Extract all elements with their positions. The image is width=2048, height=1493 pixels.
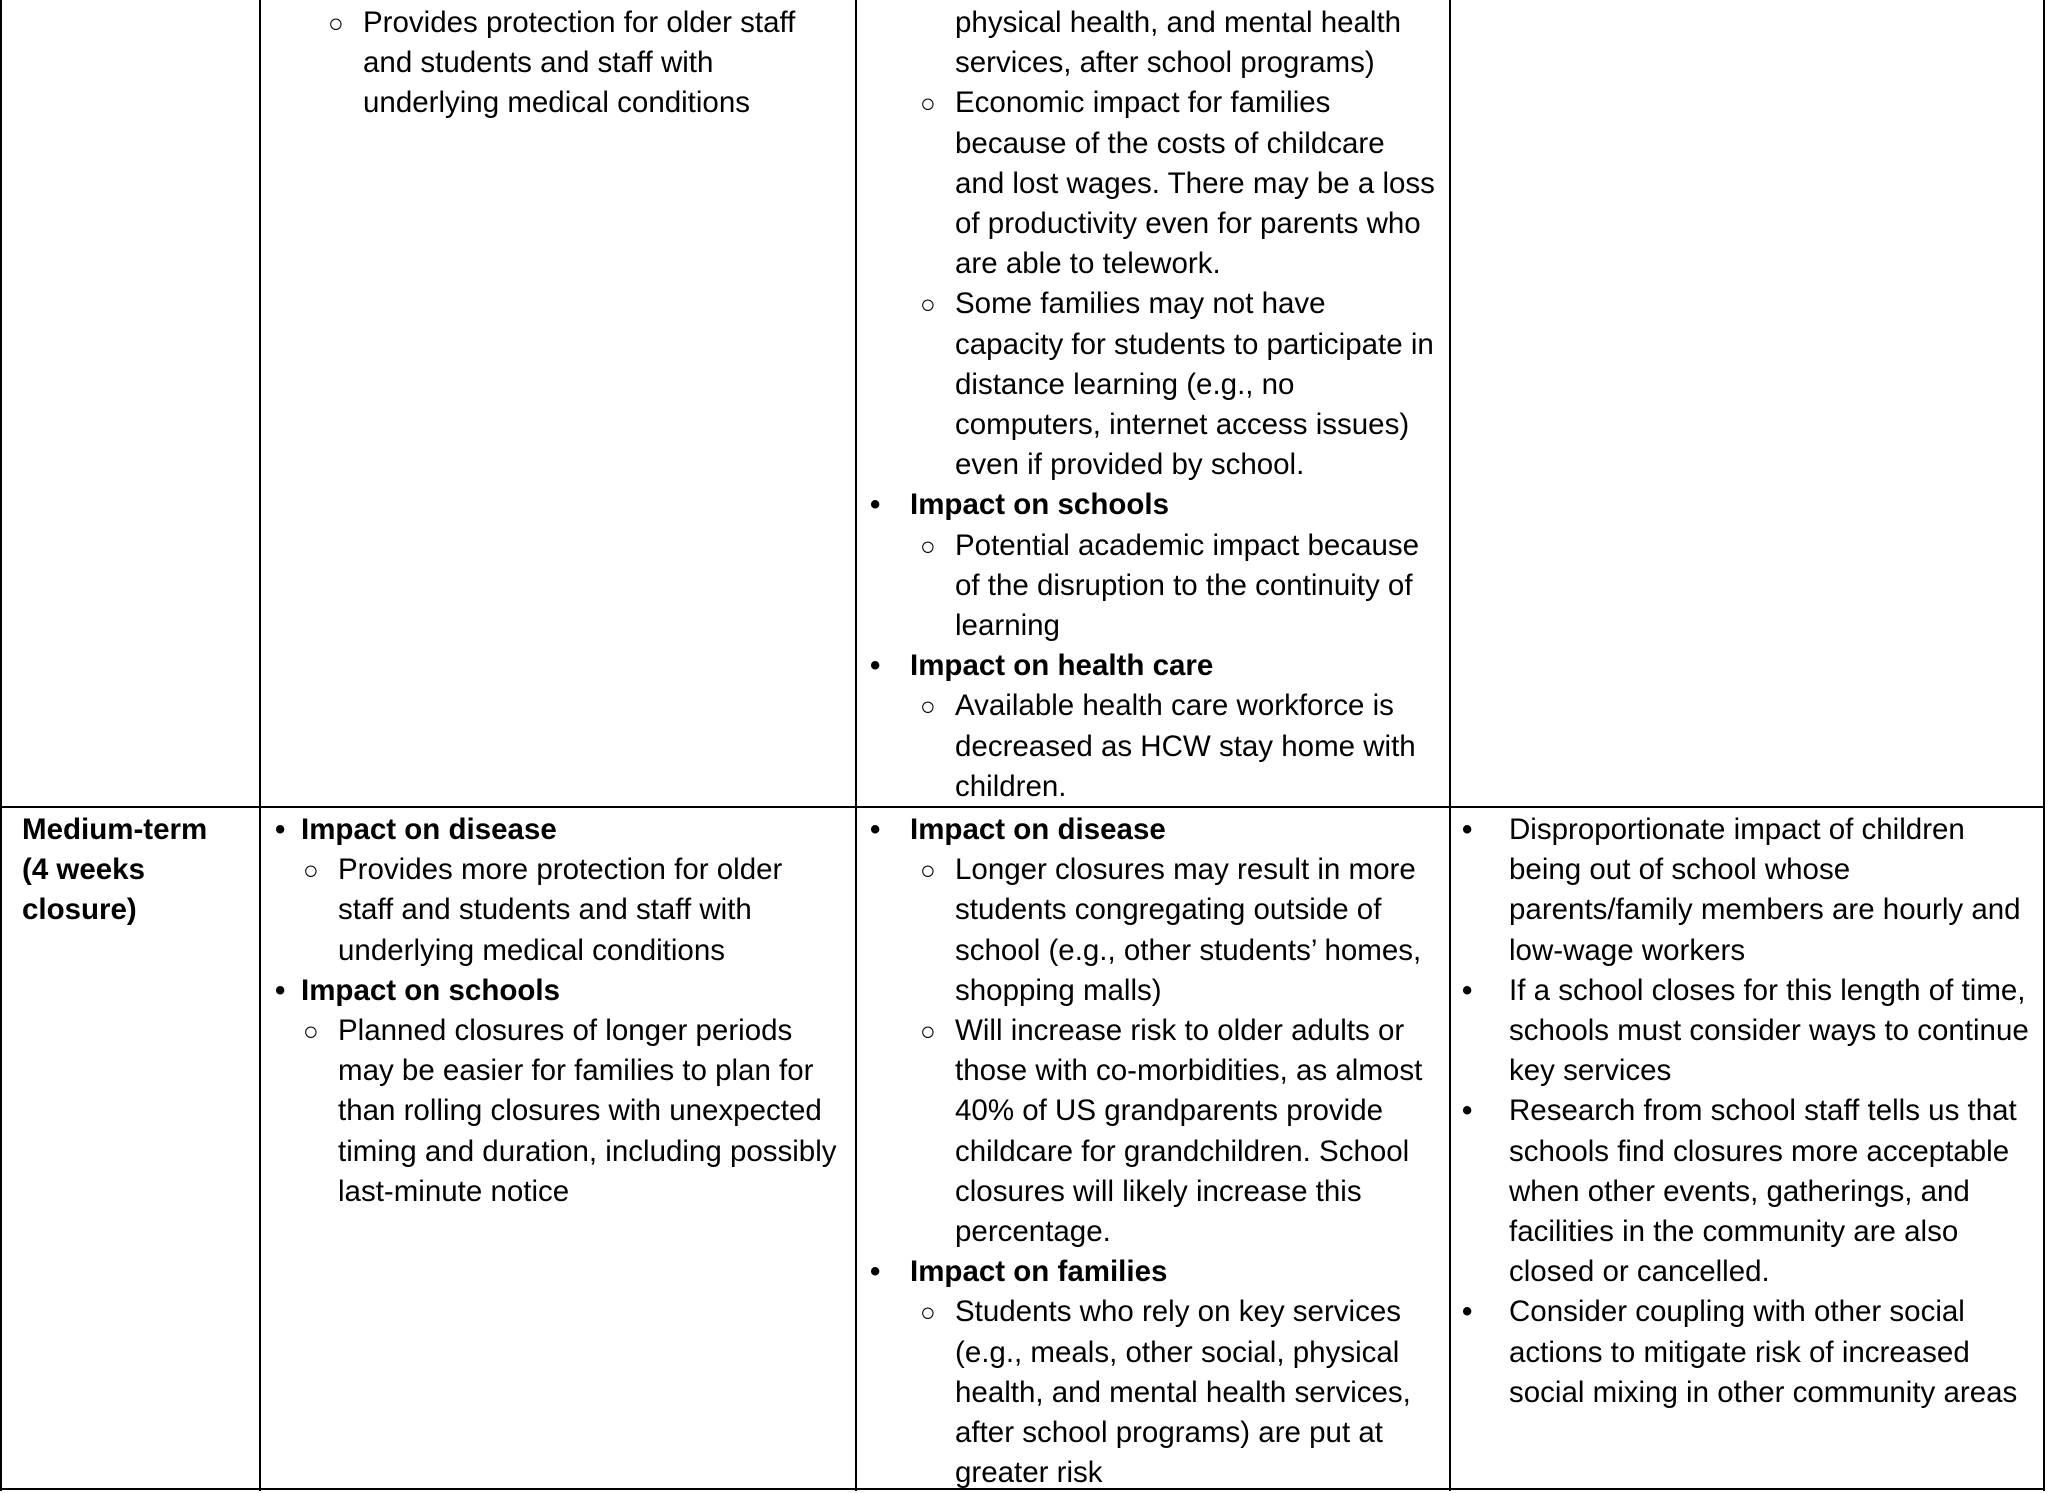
bullet-text: physical health, and mental health services, after school programs) (955, 6, 1402, 80)
sub-bullet-marker: ○ (920, 289, 936, 320)
bullet-marker: • (870, 488, 881, 522)
sub-bullet-item (870, 526, 1440, 647)
sub-bullet-item (275, 850, 845, 971)
bullet-text: Students who rely on key services (e.g., meals, other social, physical health, and mental health services, after school programs) are put at greater risk (955, 1295, 1411, 1490)
table-border-col2 (855, 0, 857, 1491)
top-row-col2 (300, 3, 845, 124)
sub-bullet-item (870, 1011, 1440, 1252)
medium-row-col4 (1462, 810, 2037, 1413)
medium-row-col3 (870, 810, 1440, 1493)
row-header-medium-term (22, 810, 252, 931)
bullet-marker: • (1462, 973, 1473, 1007)
bullet-item (870, 810, 1440, 850)
bullet-marker: • (870, 649, 881, 683)
bullet-item (275, 810, 845, 850)
bullet-text: Consider coupling with other social actions to mitigate risk of increased social mixing in other community areas (1509, 1295, 2018, 1409)
bullet-text: Impact on health care (910, 649, 1214, 683)
sub-bullet-marker: ○ (920, 530, 936, 561)
bullet-list (300, 3, 845, 124)
sub-bullet-marker: ○ (920, 1016, 936, 1047)
bullet-text: Impact on families (910, 1255, 1168, 1289)
bullet-list (870, 810, 1440, 1493)
bullet-item (1462, 1091, 2037, 1292)
sub-bullet-item (870, 284, 1440, 485)
sub-bullet-marker: ○ (920, 1297, 936, 1328)
sub-bullet-item (275, 1011, 845, 1212)
medium-row-col2 (275, 810, 845, 1212)
bullet-item (870, 1252, 1440, 1292)
bullet-text: Impact on disease (301, 813, 557, 846)
bullet-item (275, 971, 845, 1011)
bullet-item (1462, 1292, 2037, 1413)
bullet-text: Impact on schools (910, 488, 1169, 522)
bullet-marker: • (870, 813, 881, 846)
table-border-left (0, 0, 2, 1491)
bullet-marker: • (1462, 1295, 1473, 1329)
bullet-text: Planned closures of longer periods may be easier for families to plan for than rolling closures with unexpected timing and duration, including possibly last-minute notice (338, 1014, 837, 1208)
sub-bullet-marker: ○ (920, 855, 936, 886)
bullet-item (870, 646, 1440, 686)
bullet-text: Provides protection for older staff and students and staff with underlying medical conditions (363, 6, 796, 120)
bullet-marker: • (275, 973, 286, 1007)
bullet-list (1462, 810, 2037, 1413)
bullet-list (870, 3, 1440, 807)
top-row-col3 (870, 3, 1440, 807)
bullet-item (1462, 971, 2037, 1092)
table-border-right (2043, 0, 2045, 1491)
sub-bullet-item (300, 3, 845, 124)
sub-bullet-item (870, 850, 1440, 1011)
bullet-text: If a school closes for this length of time, schools must consider ways to continue key services (1509, 973, 2029, 1088)
sub-bullet-item (870, 3, 1440, 83)
bullet-text: Available health care workforce is decreased as HCW stay home with children. (955, 689, 1416, 803)
table-border-col1 (259, 0, 261, 1491)
bullet-text: Impact on schools (301, 973, 560, 1007)
sub-bullet-item (870, 83, 1440, 284)
bullet-item (1462, 810, 2037, 971)
bullet-text: Provides more protection for older staff and students and staff with underlying medical conditions (338, 853, 783, 967)
bullet-text: Will increase risk to older adults or those with co-morbidities, as almost 40% of US grandparents provide childcare for grandchildren. School closures will likely increase this percentage. (955, 1014, 1423, 1249)
sub-bullet-marker: ○ (920, 691, 936, 722)
sub-bullet-marker: ○ (328, 8, 344, 38)
bullet-text: Disproportionate impact of children being out of school whose parents/family members are hourly and low-wage workers (1509, 813, 2021, 967)
sub-bullet-marker: ○ (303, 855, 319, 886)
row-header-line: (4 weeks (22, 853, 145, 887)
bullet-text: Economic impact for families because of the costs of childcare and lost wages. There may be a loss of productivity even for parents who are able to telework. (955, 86, 1435, 281)
bullet-marker: • (1462, 1094, 1473, 1128)
sub-bullet-marker: ○ (920, 88, 936, 119)
bullet-marker: • (275, 813, 286, 846)
bullet-text: Potential academic impact because of the disruption to the continuity of learning (955, 528, 1420, 643)
sub-bullet-marker: ○ (303, 1016, 319, 1047)
table-border-col3 (1449, 0, 1451, 1491)
row-header-line: closure) (22, 893, 137, 927)
sub-bullet-item (870, 686, 1440, 807)
bullet-marker: • (870, 1255, 881, 1289)
bullet-text: Impact on disease (910, 813, 1166, 846)
sub-bullet-item (870, 1292, 1440, 1493)
bullet-text: Some families may not have capacity for students to participate in distance learning (e.g., no computers, internet access issues) even if provided by school. (955, 287, 1434, 482)
bullet-text: Research from school staff tells us that schools find closures more acceptable when other events, gatherings, and facilities in the community are also closed or cancelled. (1509, 1094, 2017, 1289)
bullet-list (275, 810, 845, 1212)
bullet-marker: • (1462, 813, 1473, 846)
bullet-item (870, 485, 1440, 525)
row-header-line: Medium-term (22, 813, 208, 846)
bullet-text: Longer closures may result in more students congregating outside of school (e.g., other students’ homes, shopping malls) (955, 853, 1422, 1007)
